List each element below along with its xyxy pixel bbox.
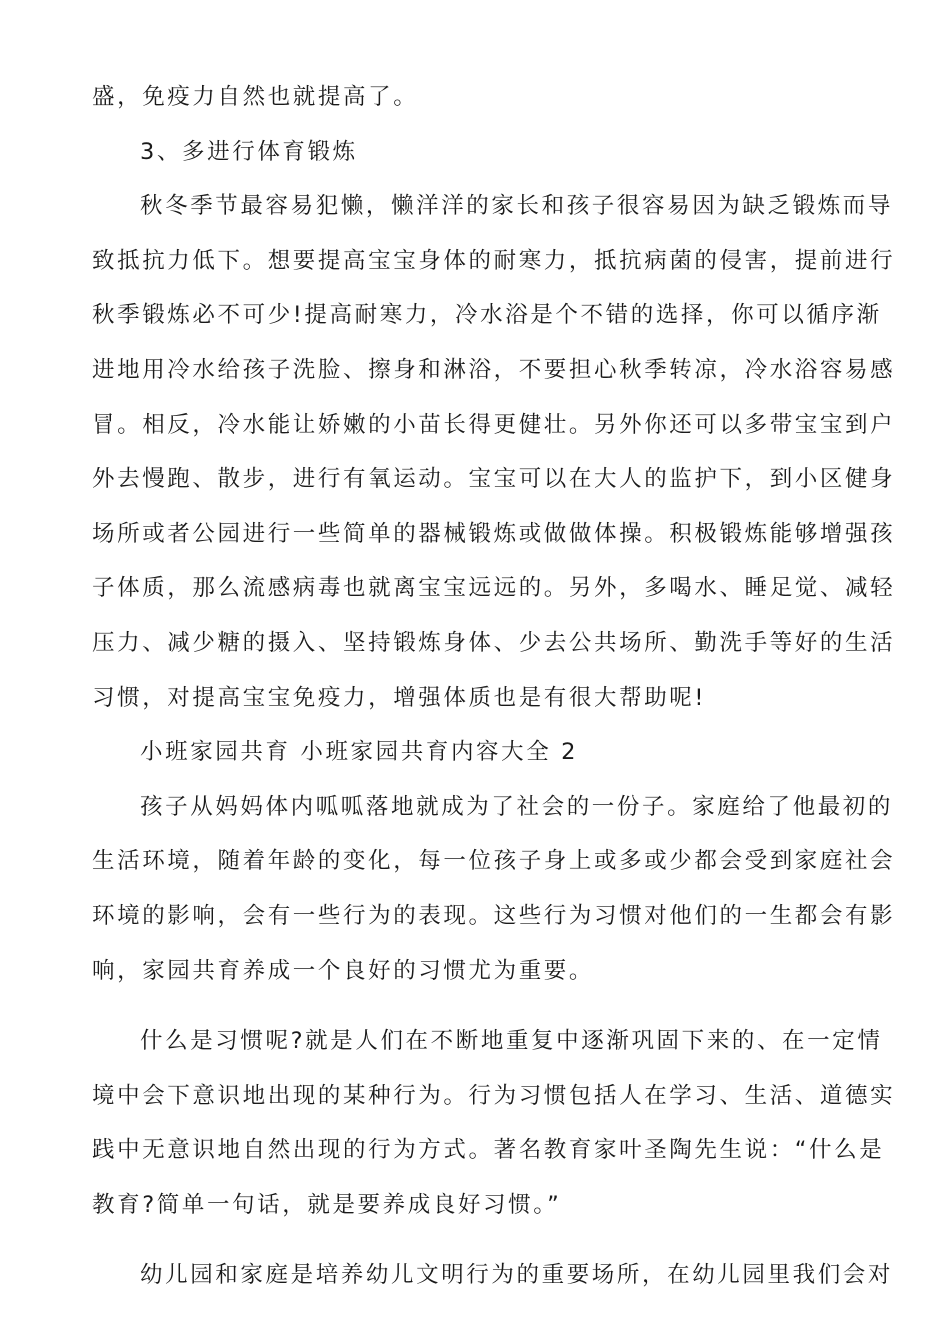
text-line: 外去慢跑、散步，进行有氧运动。宝宝可以在大人的监护下，到小区健身 xyxy=(92,466,896,493)
paragraph-continuation xyxy=(92,70,860,125)
text-line: 盛，免疫力自然也就提高了。 xyxy=(92,84,419,110)
text-line: 践中无意识地自然出现的行为方式。著名教育家叶圣陶先生说：“什么是 xyxy=(92,1137,885,1164)
section-heading-part-2 xyxy=(92,725,860,780)
text-line: 幼儿园和家庭是培养幼儿文明行为的重要场所，在幼儿园里我们会对 xyxy=(140,1262,894,1289)
text-line: 冒。相反，冷水能让娇嫩的小苗长得更健壮。另外你还可以多带宝宝到户 xyxy=(92,411,896,438)
text-line: 子体质，那么流感病毒也就离宝宝远远的。另外，多喝水、睡足觉、减轻 xyxy=(92,575,896,602)
text-line: 响，家园共育养成一个良好的习惯尤为重要。 xyxy=(92,957,595,984)
text-line: 习惯，对提高宝宝免疫力，增强体质也是有很大帮助呢! xyxy=(92,684,707,711)
text-line: 秋季锻炼必不可少!提高耐寒力，冷水浴是个不错的选择，你可以循序渐 xyxy=(92,302,882,329)
text-line: 生活环境，随着年龄的变化，每一位孩子身上或多或少都会受到家庭社会 xyxy=(92,848,896,875)
text-line: 压力、减少糖的摄入、坚持锻炼身体、少去公共场所、勤洗手等好的生活 xyxy=(92,629,896,656)
text-line: 孩子从妈妈体内呱呱落地就成为了社会的一份子。家庭给了他最初的 xyxy=(140,793,894,820)
text-line: 教育?简单一句话，就是要养成良好习惯。” xyxy=(92,1191,562,1218)
heading-text: 3、多进行体育锻炼 xyxy=(140,138,358,165)
paragraph-kindergarten-family xyxy=(92,1248,894,1303)
text-line: 场所或者公园进行一些简单的器械锻炼或做做体操。积极锻炼能够增强孩 xyxy=(92,520,896,547)
paragraph-family-environment xyxy=(92,780,896,998)
text-line: 秋冬季节最容易犯懒，懒洋洋的家长和孩子很容易因为缺乏锻炼而导 xyxy=(140,193,894,220)
section-heading-exercise xyxy=(92,125,860,180)
text-line: 什么是习惯呢?就是人们在不断地重复中逐渐巩固下来的、在一定情 xyxy=(140,1028,883,1055)
text-line: 进地用冷水给孩子洗脸、擦身和淋浴，不要担心秋季转凉，冷水浴容易感 xyxy=(92,356,896,383)
text-line: 致抵抗力低下。想要提高宝宝身体的耐寒力，抵抗病菌的侵害，提前进行 xyxy=(92,247,896,274)
document-page xyxy=(92,70,896,1303)
paragraph-what-is-habit xyxy=(92,1014,896,1232)
paragraph-exercise xyxy=(92,179,896,725)
text-line: 境中会下意识地出现的某种行为。行为习惯包括人在学习、生活、道德实 xyxy=(92,1082,896,1109)
text-line: 环境的影响，会有一些行为的表现。这些行为习惯对他们的一生都会有影 xyxy=(92,902,896,929)
heading-text: 小班家园共育 小班家园共育内容大全 2 xyxy=(140,739,579,766)
